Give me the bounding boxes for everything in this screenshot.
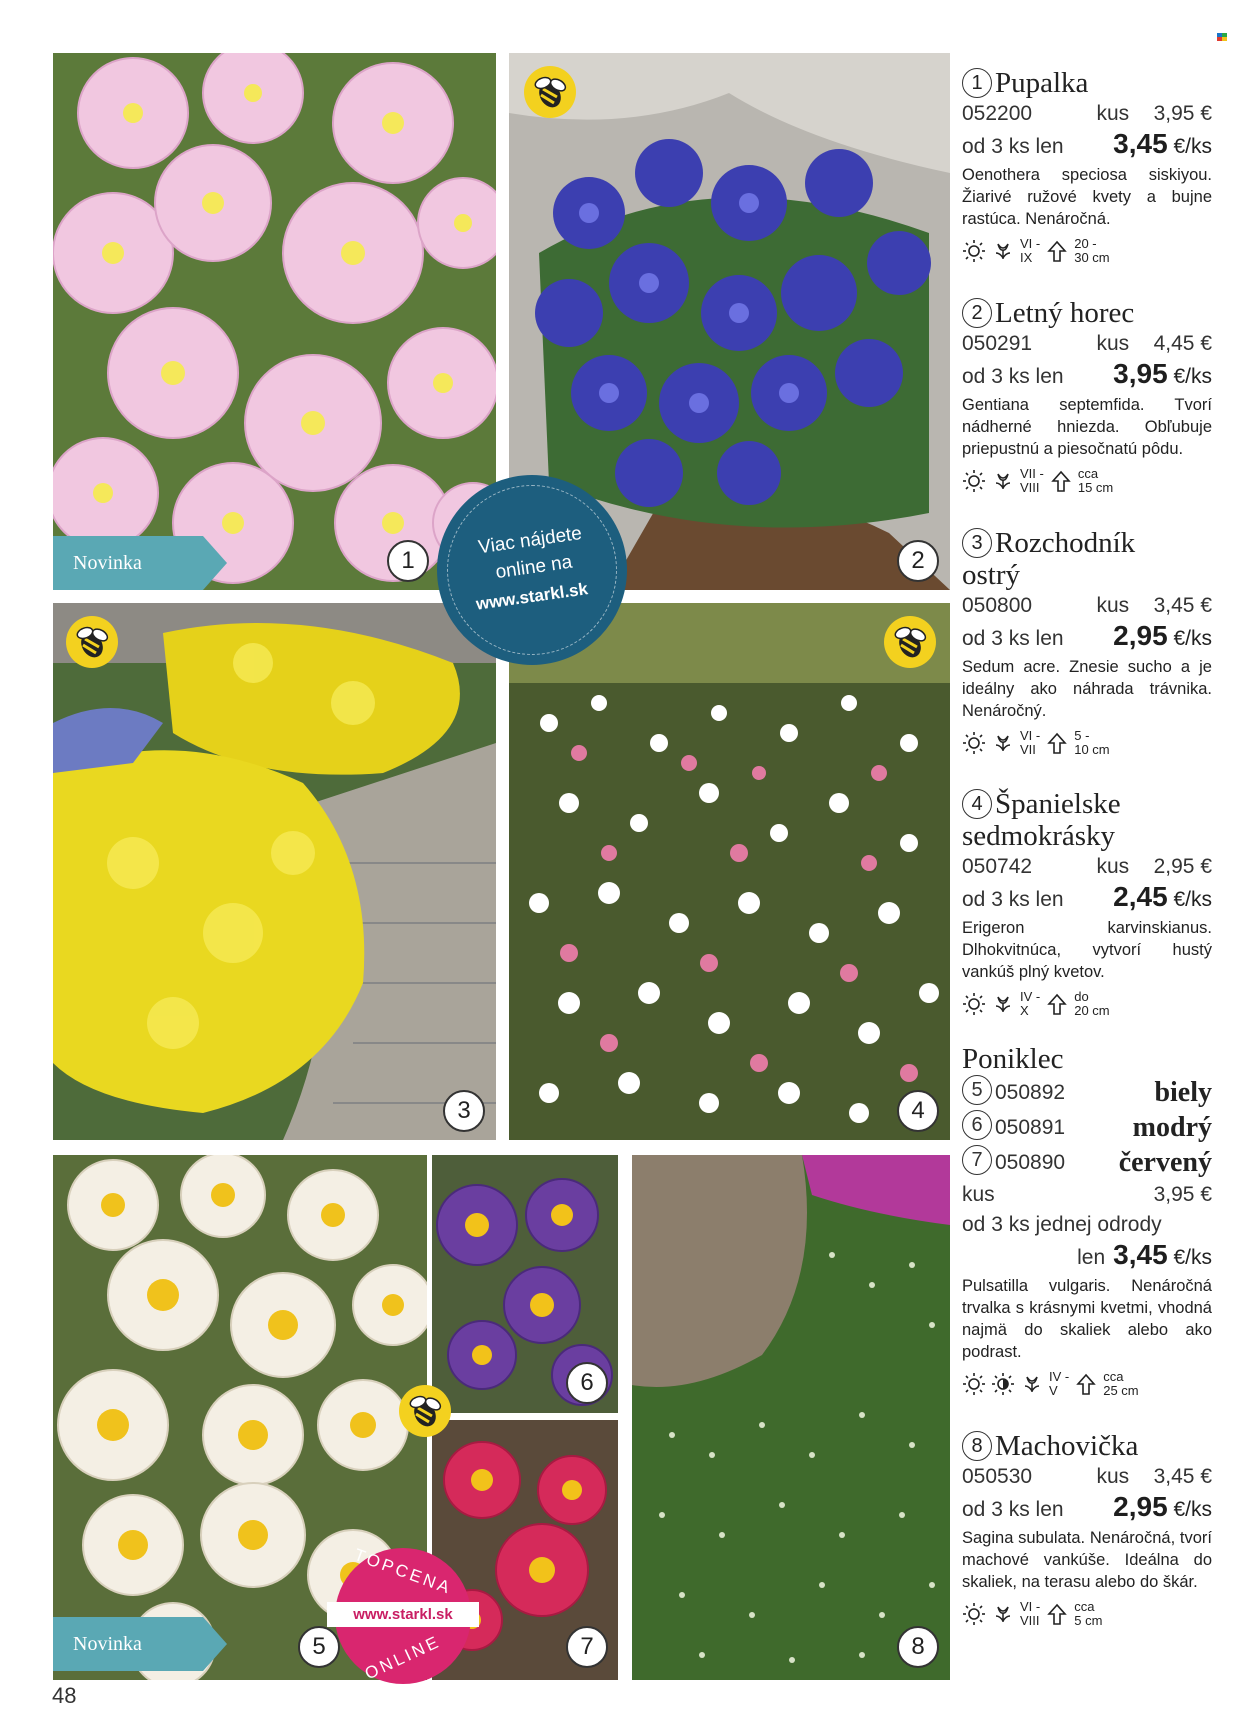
height-arrow-icon: [1045, 1602, 1069, 1626]
plant-height: cca 15 cm: [1077, 466, 1114, 495]
bee-icon: [398, 1384, 452, 1438]
height-arrow-icon: [1045, 239, 1069, 263]
bulk-price-row: od 3 ks len 2,45 €/ks: [962, 881, 1212, 912]
price-row: 050742 kus 2,95 €: [962, 855, 1212, 878]
price-row: 050800 kus 3,45 €: [962, 594, 1212, 617]
sun-icon: [962, 469, 986, 493]
bulk-price-row: len 3,45 €/ks: [1077, 1239, 1212, 1270]
plant-height: 5 - 10 cm: [1074, 728, 1110, 757]
product-description: Oenothera speciosa siskiyou. Žiarivé ružové kvety a bujne rastúca. Nenáročná.: [962, 166, 1212, 228]
product-title: 4 Španielske: [962, 788, 1212, 820]
sun-icon: [962, 992, 986, 1016]
price-row: 050530 kus 3,45 €: [962, 1465, 1212, 1488]
product-title: 8 Machovička: [962, 1430, 1212, 1462]
bulk-price-row: od 3 ks len 3,95 €/ks: [962, 358, 1212, 389]
product-letny-horec: [962, 297, 1212, 498]
bloom-months: VI - IX: [1020, 236, 1041, 265]
flower-icon: [991, 1602, 1015, 1626]
variant-row: 5 050892 biely: [962, 1075, 1212, 1110]
variant-row: 7 050890 červený: [962, 1145, 1212, 1180]
care-icons: [962, 1367, 1212, 1401]
sun-icon: [962, 1602, 986, 1626]
photo-number: 2: [897, 540, 939, 582]
photo-number: 8: [897, 1626, 939, 1668]
product-title-line2: ostrý: [962, 559, 1020, 591]
online-badge-url[interactable]: www.starkl.sk: [474, 579, 590, 614]
photo-number: 6: [566, 1362, 608, 1404]
bee-icon: [65, 615, 119, 669]
price-row: 050291 kus 4,45 €: [962, 332, 1212, 355]
height-arrow-icon: [1045, 992, 1069, 1016]
topcena-badge[interactable]: [335, 1545, 471, 1684]
photo-number: 7: [566, 1626, 608, 1668]
product-title: 3 Rozchodník: [962, 527, 1212, 559]
flower-icon: [991, 239, 1015, 263]
photo-number: 1: [387, 540, 429, 582]
height-arrow-icon: [1045, 731, 1069, 755]
height-arrow-icon: [1074, 1372, 1098, 1396]
care-icons: [962, 234, 1212, 268]
care-icons: [962, 726, 1212, 760]
photo-rozchodnik: [53, 603, 496, 1140]
product-description: Gentiana septemfida. Tvorí nádherné hniezda. Obľubuje priepustnú a piesočnatú pôdu.: [962, 396, 1212, 458]
price-row: 052200 kus 3,95 €: [962, 102, 1212, 125]
photo-number: 3: [443, 1090, 485, 1132]
care-icons: [962, 1597, 1212, 1631]
sun-icon: [962, 731, 986, 755]
topcena-url[interactable]: www.starkl.sk: [327, 1602, 479, 1627]
flower-icon: [991, 731, 1015, 755]
product-title: 2 Letný horec: [962, 297, 1212, 329]
flower-icon: [991, 992, 1015, 1016]
plant-height: do 20 cm: [1074, 989, 1110, 1018]
page-number: 48: [52, 1683, 77, 1708]
care-icons: [962, 987, 1212, 1021]
bloom-months: VI - VIII: [1020, 1599, 1041, 1628]
product-sedmokrasky: [962, 788, 1212, 1021]
product-description: Pulsatilla vulgaris. Nenáročná trvalka s krásnymi kvetmi, vhodná najmä do skaliek alebo ako podrast.: [962, 1277, 1212, 1361]
photo-number: 5: [298, 1626, 340, 1668]
product-title: 1 Pupalka: [962, 67, 1212, 99]
online-badge[interactable]: [437, 475, 627, 665]
bulk-price-row: od 3 ks len 2,95 €/ks: [962, 620, 1212, 651]
product-machovicka: [962, 1430, 1212, 1631]
bulk-price-row: od 3 ks len 3,45 €/ks: [962, 128, 1212, 159]
plant-height: cca 25 cm: [1103, 1369, 1139, 1398]
variant-row: 6 050891 modrý: [962, 1110, 1212, 1145]
product-description: Sagina subulata. Nenáročná, tvorí machové vankúše. Ideálna do skaliek, na terasu alebo do škár.: [962, 1529, 1212, 1591]
bulk-label-row: od 3 ks jednej odrody: [962, 1213, 1162, 1236]
bloom-months: IV - X: [1020, 989, 1041, 1018]
bulk-price-row: od 3 ks len 2,95 €/ks: [962, 1491, 1212, 1522]
sun-icon: [962, 239, 986, 263]
novinka-badge: Novinka: [53, 1617, 203, 1671]
topcena-label: TOPCENA: [351, 1545, 455, 1599]
sun-icon: [962, 1372, 986, 1396]
product-description: Erigeron karvinskianus. Dlhokvitnúca, vytvorí hustý vankúš plný kvetov.: [962, 919, 1212, 981]
color-mark-icon: [1217, 33, 1227, 41]
novinka-badge: Novinka: [53, 536, 203, 590]
flower-icon: [1020, 1372, 1044, 1396]
product-title-line2: sedmokrásky: [962, 820, 1116, 852]
care-icons: [962, 464, 1212, 498]
bloom-months: VII - VIII: [1020, 466, 1044, 495]
flower-icon: [991, 469, 1015, 493]
bloom-months: IV - V: [1049, 1369, 1070, 1398]
height-arrow-icon: [1049, 469, 1073, 493]
price-row: kus 3,95 €: [962, 1183, 1212, 1206]
product-rozchodnik: [962, 527, 1212, 760]
half-sun-icon: [991, 1372, 1015, 1396]
plant-height: cca 5 cm: [1074, 1599, 1103, 1628]
bloom-months: VI - VII: [1020, 728, 1041, 757]
product-description: Sedum acre. Znesie sucho a je ideálny ako náhrada trávnika. Nenáročný.: [962, 658, 1212, 720]
online-badge-text: Viac nájdete online na: [477, 522, 584, 584]
bee-icon: [883, 615, 937, 669]
product-title: Poniklec: [962, 1043, 1064, 1075]
product-poniklec: [962, 1043, 1212, 1401]
photo-pupalka: [53, 53, 496, 590]
photo-sedmokrasky: [509, 603, 950, 1140]
bee-icon: [523, 65, 577, 119]
photo-machovicka: [632, 1155, 950, 1680]
online-label: ONLINE: [361, 1631, 444, 1684]
plant-height: 20 - 30 cm: [1074, 236, 1110, 265]
product-pupalka: [962, 67, 1212, 268]
photo-number: 4: [897, 1090, 939, 1132]
